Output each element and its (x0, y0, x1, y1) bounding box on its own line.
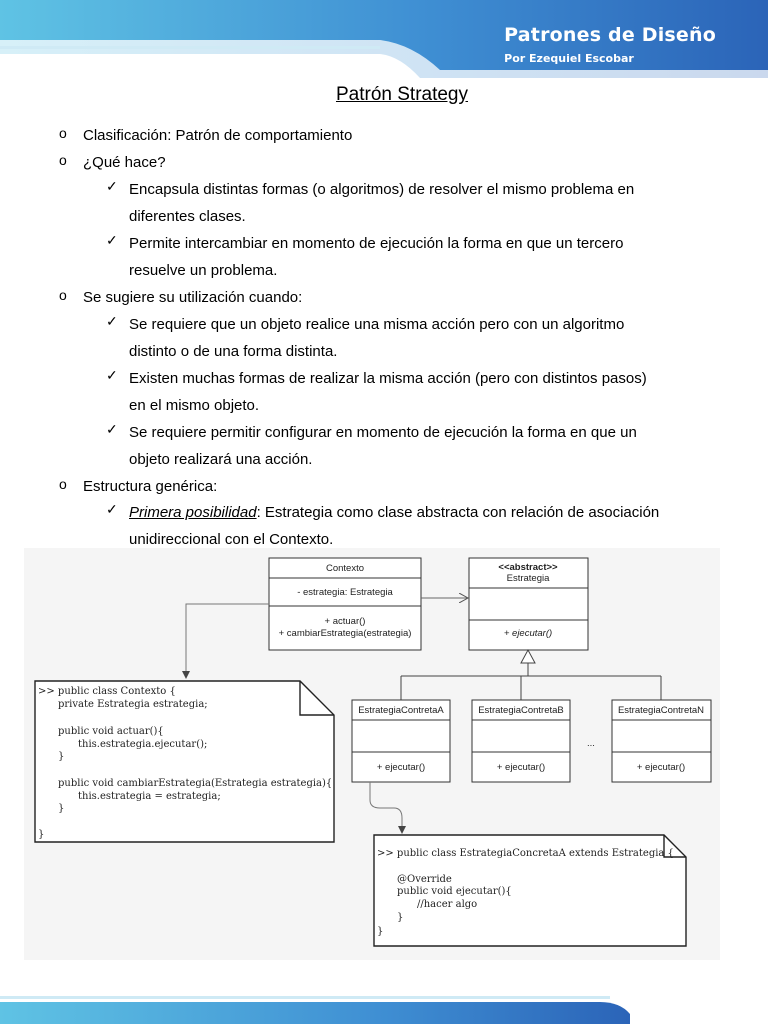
estrategia-stereotype: <<abstract>> (498, 562, 558, 573)
estrategia-op: + ejecutar() (503, 628, 553, 639)
bullet-icon: o (59, 125, 67, 141)
note-contexto-line-3: public void actuar(){ (58, 726, 164, 737)
clasificacion-label: Clasificación (83, 127, 168, 144)
sugiere-label: Se sugiere su utilización cuando (83, 289, 299, 306)
note-contexto-line-6: public void cambiarEstrategia(Estrategia estrategia){ (58, 778, 333, 789)
note-concreta-line-1: >> public class EstrategiaConcretaA extends Estrategia { (377, 848, 674, 859)
inheritance-connector (401, 650, 661, 700)
concreta-a-op: + ejecutar() (376, 762, 426, 773)
note-contexto-line-9: } (38, 829, 45, 840)
note-concreta-line-5: } (397, 912, 404, 923)
que-hace-item-1-line2: diferentes clases. (129, 208, 246, 225)
estructura-label: Estructura genérica (83, 478, 214, 495)
note-concreta-line-6: } (377, 926, 384, 937)
estructura-line: Estructura genérica: (83, 478, 218, 495)
note-contexto (35, 681, 334, 842)
sugiere-item-2-line2: en el mismo objeto. (129, 397, 260, 414)
note-contexto-line-2: private Estrategia estrategia; (58, 699, 208, 710)
bullet-icon: o (59, 152, 67, 168)
estructura-item-line2: unidireccional con el Contexto. (129, 531, 334, 548)
contexto-class (269, 558, 421, 650)
contexto-attr: - estrategia: Estrategia (297, 587, 393, 598)
footer-banner (0, 996, 768, 1024)
concreta-b-name: EstrategiaContretaB (478, 705, 564, 716)
header-subtitle: Por Ezequiel Escobar (504, 52, 634, 65)
note-connector-concreta (370, 782, 402, 833)
sugiere-item-3-line1: Se requiere permitir configurar en momento de ejecución la forma en que un (129, 424, 637, 441)
checkmark-icon: ✓ (106, 501, 118, 517)
note-concreta-line-3: public void ejecutar(){ (397, 886, 512, 897)
que-hace-item-2-line2: resuelve un problema. (129, 262, 278, 279)
note-contexto-line-1: >> public class Contexto { (38, 686, 176, 697)
note-connector-contexto (186, 604, 269, 678)
que-hace-item-2-line1: Permite intercambiar en momento de ejecución la forma en que un tercero (129, 235, 624, 252)
note-contexto-line-7: this.estrategia = estrategia; (78, 791, 221, 802)
concreta-a-name: EstrategiaContretaA (358, 705, 444, 716)
estructura-emph: Primera posibilidad (129, 504, 257, 521)
note-concreta-line-2: @Override (397, 874, 452, 885)
sugiere-item-1-line2: distinto o de una forma distinta. (129, 343, 338, 360)
note-concreta (374, 835, 686, 946)
concreta-n-class (612, 700, 711, 782)
contexto-op-1: + actuar() (324, 616, 366, 627)
que-hace-label: ¿Qué hace? (83, 154, 166, 171)
checkmark-icon: ✓ (106, 367, 118, 383)
note-contexto-line-4: this.estrategia.ejecutar(); (78, 739, 208, 750)
concreta-b-op: + ejecutar() (496, 762, 546, 773)
contexto-name: Contexto (325, 563, 365, 574)
estructura-rest: : Estrategia como clase abstracta con relación de asociación (256, 504, 660, 521)
estrategia-class (469, 558, 588, 650)
checkmark-icon: ✓ (106, 421, 118, 437)
sugiere-line: Se sugiere su utilización cuando: (83, 289, 303, 306)
header-title: Patrones de Diseño (504, 24, 716, 46)
contexto-op-2: + cambiarEstrategia(estrategia) (278, 628, 412, 639)
note-contexto-line-8: } (58, 803, 65, 814)
checkmark-icon: ✓ (106, 232, 118, 248)
note-concreta-line-4: //hacer algo (417, 899, 478, 910)
estrategia-name: Estrategia (506, 573, 550, 584)
sugiere-item-1-line1: Se requiere que un objeto realice una misma acción pero con un algoritmo (129, 316, 625, 333)
note-contexto-line-5: } (58, 751, 65, 762)
page-title: Patrón Strategy (335, 84, 469, 105)
concreta-n-name: EstrategiaContretaN (617, 705, 705, 716)
bullet-icon: o (59, 476, 67, 492)
clasificacion-line: Clasificación: Patrón de comportamiento (83, 127, 353, 144)
clasificacion-value: Patrón de comportamiento (171, 127, 353, 144)
sugiere-item-2-line1: Existen muchas formas de realizar la misma acción (pero con distintos pasos) (129, 370, 647, 387)
ellipsis: ... (587, 738, 595, 749)
concreta-n-op: + ejecutar() (636, 762, 686, 773)
concreta-b-class (472, 700, 570, 782)
checkmark-icon: ✓ (106, 178, 118, 194)
checkmark-icon: ✓ (106, 313, 118, 329)
bullet-icon: o (59, 287, 67, 303)
sugiere-item-3-line2: objeto realizará una acción. (129, 451, 313, 468)
que-hace-item-1-line1: Encapsula distintas formas (o algoritmos) de resolver el mismo problema en (129, 181, 635, 198)
concreta-a-class (352, 700, 450, 782)
